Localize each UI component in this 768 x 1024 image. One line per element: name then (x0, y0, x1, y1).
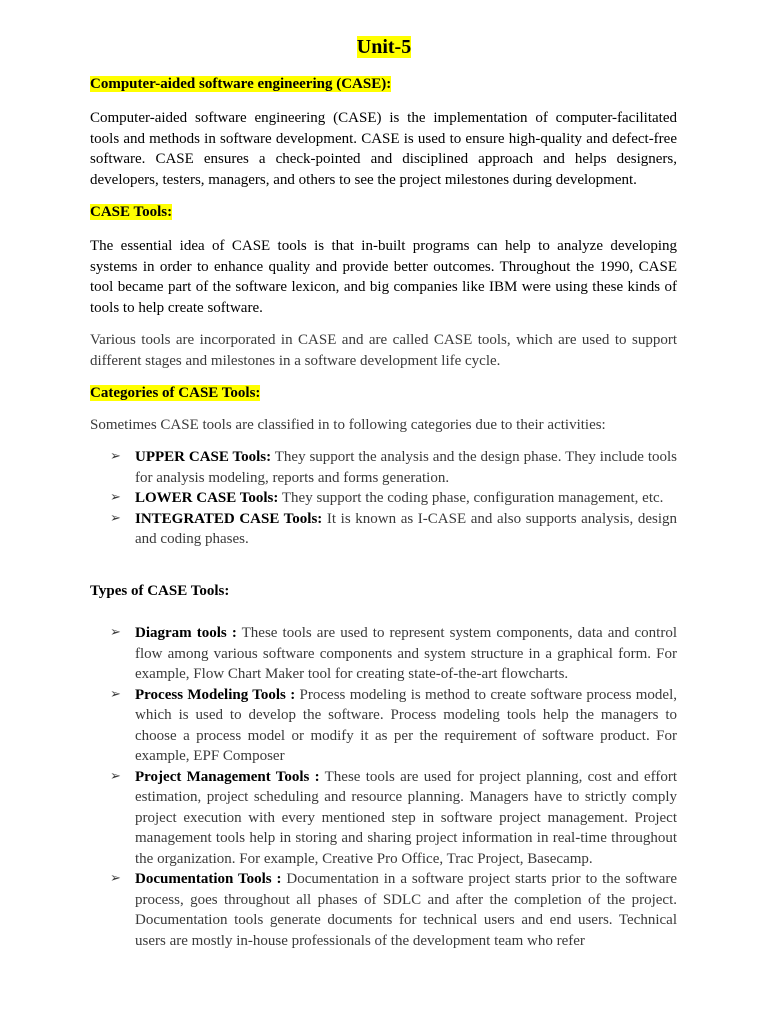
list-item-desc: They support the coding phase, configuration management, etc. (278, 490, 664, 506)
case-heading (90, 74, 677, 95)
list-item-term: Process Modeling Tools : (135, 686, 296, 703)
case-heading-text: Computer-aided software engineering (CASE): (90, 76, 392, 92)
list-item-term: Diagram tools : (135, 625, 237, 641)
list-item-term: Project Management Tools : (135, 768, 320, 785)
list-item (90, 623, 677, 685)
categories-intro: Sometimes CASE tools are classified in to following categories due to their activities: (90, 417, 606, 433)
page-title-text: Unit-5 (356, 36, 412, 58)
list-item-desc: These tools are used to represent system components, data and control flow among various software components and system structure in a graphical form. For example, Flow Chart Maker tool for creating state-of-the-art flowcharts. (135, 625, 677, 682)
list-item-term: UPPER CASE Tools: (135, 449, 272, 465)
list-item (90, 488, 677, 509)
list-item-desc: Documentation in a software project starts prior to the software process, goes throughout all phases of SDLC and after the completion of the project. Documentation tools generate documents for technical users and end users. Technical users are mostly in-house professionals of the development team who refer (135, 871, 678, 949)
list-item-desc: It is known as I-CASE and also supports analysis, design and coding phases. (135, 510, 677, 547)
list-item (90, 767, 677, 870)
page-title (0, 33, 768, 61)
types-list (90, 623, 677, 951)
case-paragraph: Computer-aided software engineering (CASE) is the implementation of computer-facilitated tools and methods in software development. CASE is used to ensure high-quality and defect-free software. CASE ensures a check-pointed and disciplined approach and helps designers, developers, testers, managers, and others to see the project milestones during development. (90, 110, 677, 188)
arrow-bullet-icon: ➢ (110, 625, 121, 640)
tools-heading-text: CASE Tools: (90, 204, 173, 220)
list-item-desc: Process modeling is method to create software process model, which is used to develop the software. Process modeling tools help the managers to choose a process model or modify it as per the requirement of software product. For example, EPF Composer (135, 686, 677, 764)
list-item (90, 869, 677, 951)
list-item (90, 509, 677, 550)
types-list-container (90, 623, 677, 951)
arrow-bullet-icon: ➢ (110, 768, 121, 784)
categories-heading (90, 383, 677, 404)
arrow-bullet-icon: ➢ (110, 686, 121, 702)
list-item-desc: These tools are used for project planning, cost and effort estimation, project scheduling and resource planning. Managers have to strictly comply project execution with every mentioned step in software project management. Project management tools help in storing and sharing project information in real-time throughout the organization. For example, Creative Pro Office, Trac Project, Basecamp. (135, 768, 677, 867)
arrow-bullet-icon: ➢ (110, 449, 121, 464)
categories-heading-text: Categories of CASE Tools: (90, 385, 261, 401)
categories-list-container (90, 447, 677, 550)
categories-list (90, 447, 677, 550)
tools-paragraph-1: The essential idea of CASE tools is that in-built programs can help to analyze developing systems in order to enhance quality and provide better outcomes. Throughout the 1990, CASE tool became part of the software lexicon, and big companies like IBM were using these kinds of tools to help create software. (90, 238, 677, 316)
list-item-term: LOWER CASE Tools: (135, 490, 279, 506)
list-item-term: INTEGRATED CASE Tools: (135, 510, 323, 527)
types-heading: Types of CASE Tools: (90, 583, 230, 599)
list-item-term: Documentation Tools : (135, 871, 282, 887)
arrow-bullet-icon: ➢ (110, 871, 121, 886)
arrow-bullet-icon: ➢ (110, 510, 121, 526)
list-item-desc: They support the analysis and the design phase. They include tools for analysis modeling, reports and forms generation. (135, 449, 677, 486)
tools-paragraph-2: Various tools are incorporated in CASE and are called CASE tools, which are used to support different stages and milestones in a software development life cycle. (90, 332, 677, 369)
arrow-bullet-icon: ➢ (110, 490, 121, 505)
list-item (90, 685, 677, 767)
list-item (90, 447, 677, 488)
tools-heading (90, 202, 677, 223)
